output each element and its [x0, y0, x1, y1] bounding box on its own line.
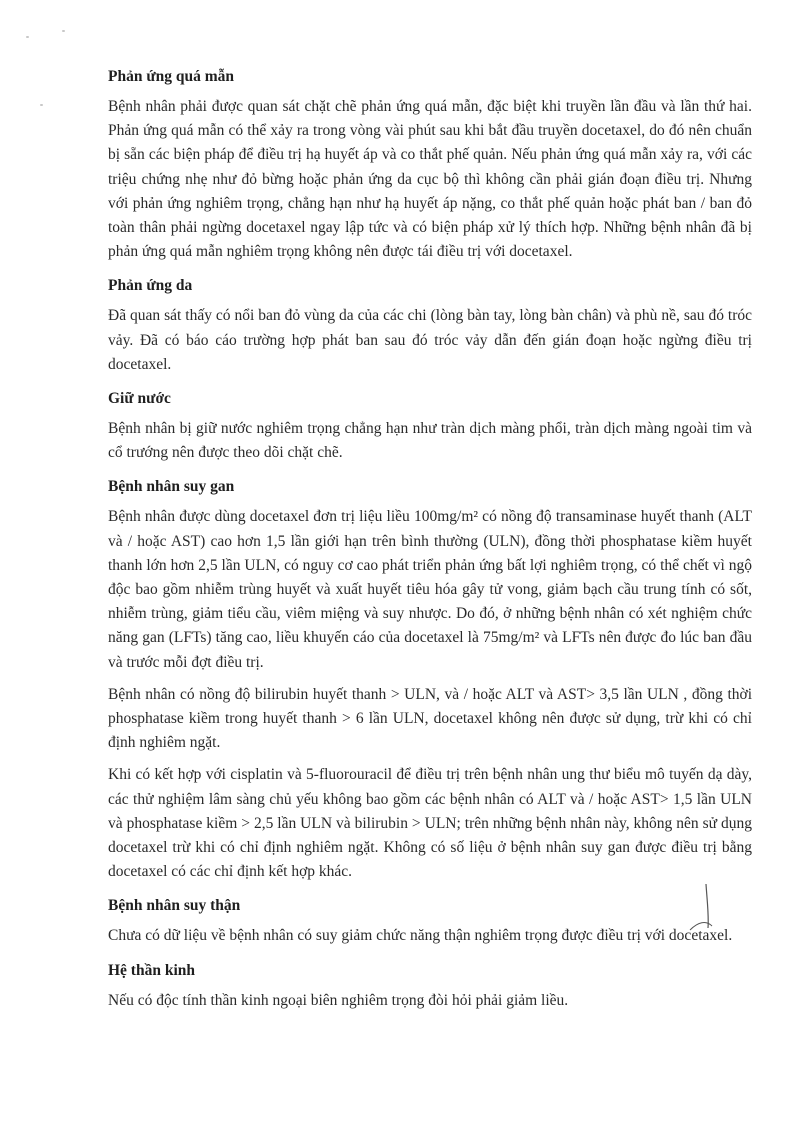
paragraph: Bệnh nhân phải được quan sát chặt chẽ phản ứng quá mẫn, đặc biệt khi truyền lần đầu và lần thứ hai. Phản ứng quá mẫn có thể xảy ra trong vòng vài phút sau khi bắt đầu truyền docetaxel, do đó nên chuẩn bị sẵn các biện pháp để điều trị hạ huyết áp và co thắt phế quản. Nếu phản ứng quá mẫn xảy ra, với các triệu chứng nhẹ như đỏ bừng hoặc phản ứng da cục bộ thì không cần phải gián đoạn điều trị. Nhưng với phản ứng nghiêm trọng, chẳng hạn như hạ huyết áp nặng, co thắt phế quản hoặc phát ban / ban đỏ toàn thân phải ngừng docetaxel ngay lập tức và có biện pháp xử lý thích hợp. Những bệnh nhân đã bị phản ứng quá mẫn nghiêm trọng không nên được tái điều trị với docetaxel.	[108, 98, 752, 261]
section-renal-impairment	[108, 895, 752, 948]
paragraph: Bệnh nhân bị giữ nước nghiêm trọng chẳng hạn như tràn dịch màng phổi, tràn dịch màng ngoài tim và cổ trướng nên được theo dõi chặt chẽ.	[108, 420, 752, 462]
section-heading: Bệnh nhân suy thận	[108, 897, 241, 915]
section-heading: Hệ thần kinh	[108, 961, 196, 979]
paragraph: Khi có kết hợp với cisplatin và 5-fluorouracil để điều trị trên bệnh nhân ung thư biểu mô tuyến dạ dày, các thử nghiệm lâm sàng chủ yếu không bao gồm các bệnh nhân có ALT và / hoặc AST> 1,5 lần ULN và phosphatase kiềm > 2,5 lần ULN và bilirubin > ULN; trên những bệnh nhân này, không nên sử dụng docetaxel trừ khi có chỉ định nghiêm ngặt. Không có số liệu ở bệnh nhân suy gan được điều trị bằng docetaxel có các chỉ định kết hợp khác.	[108, 766, 752, 881]
section-hypersensitivity	[108, 66, 752, 264]
scan-speck	[62, 30, 65, 32]
paragraph: Nếu có độc tính thần kinh ngoại biên nghiêm trọng đòi hỏi phải giảm liều.	[108, 991, 569, 1009]
section-hepatic-impairment	[108, 476, 752, 884]
section-heading: Giữ nước	[108, 390, 171, 408]
section-nervous-system	[108, 960, 752, 1013]
scan-speck	[40, 104, 43, 106]
section-heading: Phản ứng da	[108, 277, 193, 295]
paragraph: Bệnh nhân được dùng docetaxel đơn trị liệu liều 100mg/m² có nồng độ transaminase huyết thanh (ALT và / hoặc AST) cao hơn 1,5 lần giới hạn trên bình thường (ULN), đồng thời phosphatase kiềm huyết thanh lớn hơn 2,5 lần ULN, có nguy cơ cao phát triển phản ứng bất lợi nghiêm trọng, có thể chết vì ngộ độc bao gồm nhiễm trùng huyết và xuất huyết tiêu hóa gây tử vong, giảm bạch cầu trung tính có sốt, nhiễm trùng, giảm tiểu cầu, viêm miệng và suy nhược. Do đó, ở những bệnh nhân có xét nghiệm chức năng gan (LFTs) tăng cao, liều khuyến cáo của docetaxel là 75mg/m² và LFTs nên được đo lúc ban đầu và trước mỗi đợt điều trị.	[108, 508, 752, 671]
paragraph: Đã quan sát thấy có nổi ban đỏ vùng da của các chi (lòng bàn tay, lòng bàn chân) và phù nề, sau đó tróc vảy. Đã có báo cáo trường hợp phát ban sau đó tróc vảy dẫn đến gián đoạn hoặc ngừng điều trị docetaxel.	[108, 307, 752, 373]
paragraph: Bệnh nhân có nồng độ bilirubin huyết thanh > ULN, và / hoặc ALT và AST> 3,5 lần ULN , đồng thời phosphatase kiềm trong huyết thanh > 6 lần ULN, docetaxel không nên được sử dụng, trừ khi có chỉ định nghiêm ngặt.	[108, 685, 752, 752]
section-heading: Bệnh nhân suy gan	[108, 478, 235, 496]
paragraph: Chưa có dữ liệu về bệnh nhân có suy giảm chức năng thận nghiêm trọng được điều trị với docetaxel.	[108, 927, 733, 945]
section-fluid-retention	[108, 388, 752, 465]
section-skin-reactions	[108, 275, 752, 377]
document-body	[108, 66, 752, 1021]
scan-speck	[26, 36, 29, 38]
section-heading: Phản ứng quá mẫn	[108, 68, 235, 85]
